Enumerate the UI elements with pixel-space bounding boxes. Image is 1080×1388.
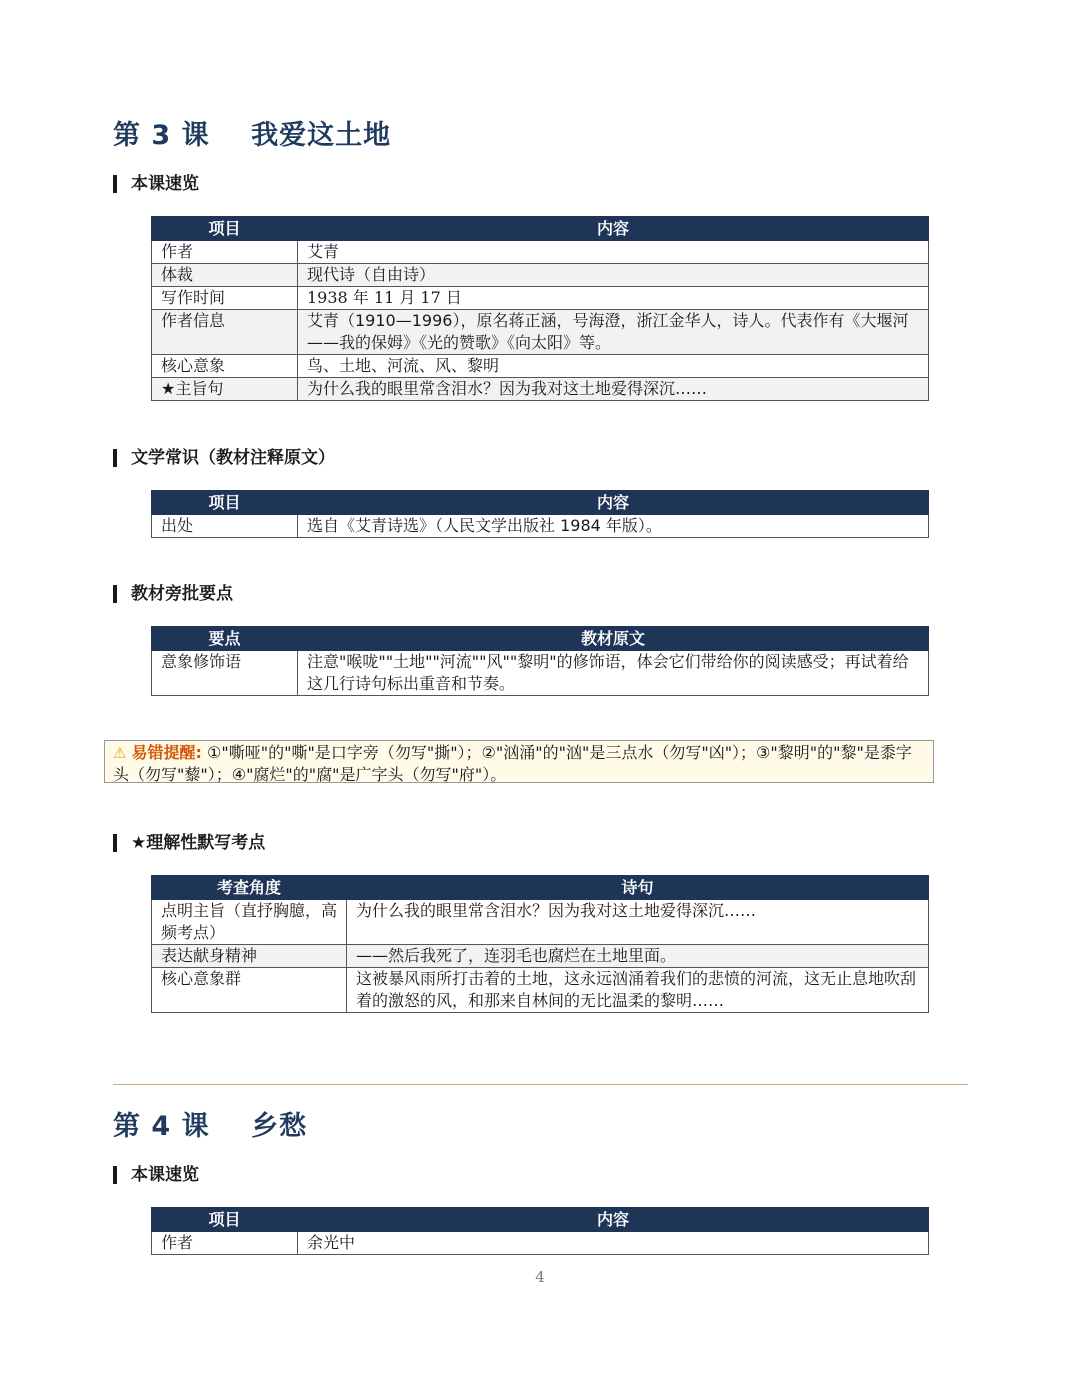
lesson3-title: 第 3 课 我爱这土地 xyxy=(113,120,392,151)
row-value: ——然后我死了，连羽毛也腐烂在土地里面。 xyxy=(347,945,929,968)
row-value: 这被暴风雨所打击着的土地，这永远汹涌着我们的悲愤的河流，这无止息地吹刮着的激怒的风，和那来自林间的无比温柔的黎明…… xyxy=(347,968,929,1013)
row-label: 写作时间 xyxy=(152,287,298,310)
column-header: 内容 xyxy=(298,217,929,241)
lesson3-literature-heading: 文学常识（教材注释原文） xyxy=(113,449,335,467)
row-value: 现代诗（自由诗） xyxy=(298,264,929,287)
row-value: 选自《艾青诗选》（人民文学出版社 1984 年版）。 xyxy=(298,515,929,538)
lesson3-margin-notes-heading: 教材旁批要点 xyxy=(113,585,233,603)
lesson4-overview-heading: 本课速览 xyxy=(113,1166,199,1184)
lesson3-dictation-heading: ★理解性默写考点 xyxy=(113,834,265,852)
column-header: 项目 xyxy=(152,1208,298,1232)
table-row xyxy=(152,1232,929,1255)
lesson3-overview-heading: 本课速览 xyxy=(113,175,199,193)
lesson4-title: 第 4 课 乡愁 xyxy=(113,1111,308,1142)
table-row xyxy=(152,241,929,264)
column-header: 考查角度 xyxy=(152,876,347,900)
table-row xyxy=(152,378,929,401)
table-header-row xyxy=(152,491,929,515)
section-divider xyxy=(113,1084,968,1085)
row-label: 核心意象群 xyxy=(152,968,347,1013)
row-label: 表达献身精神 xyxy=(152,945,347,968)
row-label: 体裁 xyxy=(152,264,298,287)
row-value: 余光中 xyxy=(298,1232,929,1255)
table-row xyxy=(152,310,929,355)
lesson3-margin-notes-table xyxy=(151,626,929,696)
row-value: 艾青 xyxy=(298,241,929,264)
lesson4-overview-table xyxy=(151,1207,929,1255)
column-header: 内容 xyxy=(298,491,929,515)
warning-label: 易错提醒: xyxy=(131,743,202,762)
table-header-row xyxy=(152,217,929,241)
warning-triangle-icon: ⚠ xyxy=(113,744,127,762)
table-row xyxy=(152,945,929,968)
table-row xyxy=(152,515,929,538)
warning-text: ①"嘶哑"的"嘶"是口字旁（勿写"撕"）；②"汹涌"的"汹"是三点水（勿写"凶"）；③"黎明"的"黎"是黍字头（勿写"藜"）；④"腐烂"的"腐"是广字头（勿写"府"）。 xyxy=(113,743,912,784)
row-label: ★主旨句 xyxy=(152,378,298,401)
table-row xyxy=(152,900,929,945)
row-label: 作者 xyxy=(152,1232,298,1255)
column-header: 要点 xyxy=(152,627,298,651)
page-number: 4 xyxy=(535,1268,545,1286)
lesson3-dictation-table xyxy=(151,875,929,1013)
row-label: 作者信息 xyxy=(152,310,298,355)
column-header: 诗句 xyxy=(347,876,929,900)
row-label: 点明主旨（直抒胸臆，高频考点） xyxy=(152,900,347,945)
row-label: 作者 xyxy=(152,241,298,264)
table-row xyxy=(152,264,929,287)
row-label: 意象修饰语 xyxy=(152,651,298,696)
lesson3-overview-table xyxy=(151,216,929,401)
lesson3-literature-table xyxy=(151,490,929,538)
row-value: 为什么我的眼里常含泪水？因为我对这土地爱得深沉…… xyxy=(347,900,929,945)
row-value: 为什么我的眼里常含泪水？因为我对这土地爱得深沉…… xyxy=(298,378,929,401)
row-value: 注意"喉咙""土地""河流""风""黎明"的修饰语，体会它们带给你的阅读感受；再试着给这几行诗句标出重音和节奏。 xyxy=(298,651,929,696)
table-header-row xyxy=(152,876,929,900)
column-header: 教材原文 xyxy=(298,627,929,651)
row-label: 出处 xyxy=(152,515,298,538)
warning-callout xyxy=(104,740,934,783)
table-header-row xyxy=(152,1208,929,1232)
column-header: 内容 xyxy=(298,1208,929,1232)
row-label: 核心意象 xyxy=(152,355,298,378)
row-value: 鸟、土地、河流、风、黎明 xyxy=(298,355,929,378)
table-row xyxy=(152,355,929,378)
table-row xyxy=(152,287,929,310)
table-row xyxy=(152,651,929,696)
column-header: 项目 xyxy=(152,491,298,515)
row-value: 1938 年 11 月 17 日 xyxy=(298,287,929,310)
column-header: 项目 xyxy=(152,217,298,241)
table-row xyxy=(152,968,929,1013)
row-value: 艾青（1910—1996），原名蒋正涵，号海澄，浙江金华人，诗人。代表作有《大堰河——我的保姆》《光的赞歌》《向太阳》等。 xyxy=(298,310,929,355)
table-header-row xyxy=(152,627,929,651)
